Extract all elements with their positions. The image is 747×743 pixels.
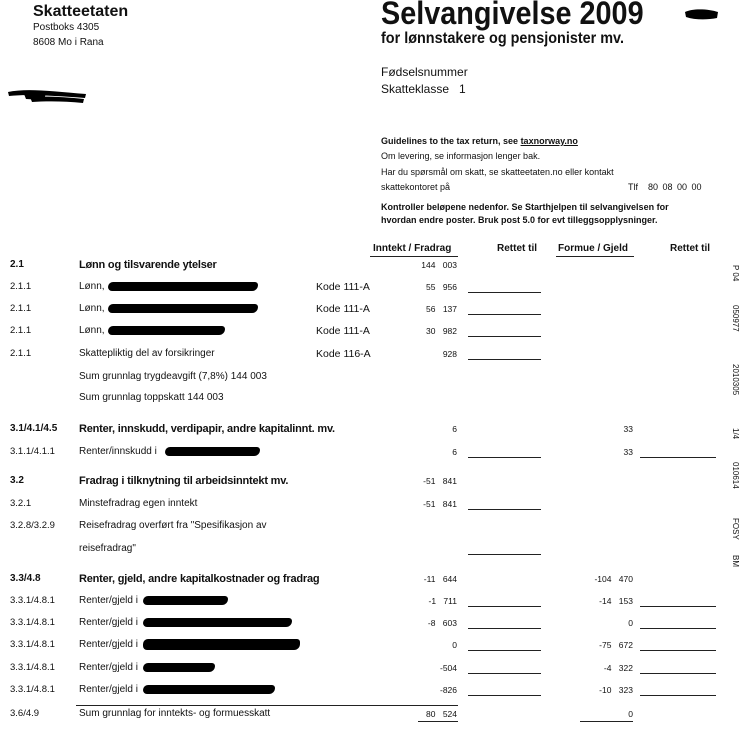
address-line-2: 8608 Mo i Rana bbox=[33, 37, 104, 48]
income-correction-field bbox=[468, 673, 541, 674]
post-number: 2.1.1 bbox=[10, 348, 32, 359]
post-number: 2.1.1 bbox=[10, 325, 32, 336]
post-description: Skattepliktig del av forsikringer bbox=[79, 348, 215, 359]
taxnorway-link: taxnorway.no bbox=[520, 136, 578, 146]
income-amount: -8 603 bbox=[427, 618, 457, 628]
wealth-amount: -14 153 bbox=[599, 596, 633, 606]
form-title: Selvangivelse 2009 bbox=[381, 0, 644, 31]
redaction-mark bbox=[143, 639, 300, 650]
income-correction-field bbox=[468, 695, 541, 696]
section-row bbox=[0, 422, 730, 436]
income-correction-field bbox=[468, 359, 541, 360]
post-number: 3.3.1/4.8.1 bbox=[10, 684, 55, 695]
post-number: 3.1/4.1/4.5 bbox=[10, 423, 58, 434]
post-description: Renter/gjeld i bbox=[79, 662, 138, 673]
table-row bbox=[0, 280, 730, 294]
delivery-note: Om levering, se informasjon lenger bak. bbox=[381, 151, 541, 161]
post-description: Lønn, bbox=[79, 303, 105, 314]
wealth-correction-field bbox=[640, 628, 716, 629]
income-correction-field bbox=[468, 650, 541, 651]
post-number: 3.2 bbox=[10, 475, 24, 486]
income-amount: 55 956 bbox=[426, 282, 457, 292]
wealth-correction-field bbox=[640, 650, 716, 651]
income-correction-field bbox=[468, 336, 541, 337]
table-row bbox=[0, 683, 730, 697]
post-number: 3.3/4.8 bbox=[10, 573, 41, 584]
section-row bbox=[0, 258, 730, 272]
table-row bbox=[0, 594, 730, 608]
margin-code: FOSY bbox=[731, 518, 740, 540]
post-description: Lønn, bbox=[79, 325, 105, 336]
post-description: Minstefradrag egen inntekt bbox=[79, 498, 198, 509]
phone-number: 80 08 00 00 bbox=[648, 182, 702, 192]
post-description: Fradrag i tilknytning til arbeidsinntekt mv. bbox=[79, 475, 289, 487]
control-note-1: Kontroller beløpene nedenfor. Se Starthjelpen til selvangivelsen for bbox=[381, 202, 669, 212]
agency-name: Skatteetaten bbox=[33, 3, 129, 20]
summary-row bbox=[0, 370, 730, 384]
post-description: Lønn og tilsvarende ytelser bbox=[79, 259, 217, 271]
summary-text: Sum grunnlag toppskatt 144 003 bbox=[79, 392, 224, 403]
section-row bbox=[0, 572, 730, 586]
margin-code: 010614 bbox=[731, 462, 740, 489]
birth-number-label: Fødselsnummer bbox=[381, 65, 468, 79]
income-amount: 0 bbox=[452, 640, 457, 650]
post-description: Sum grunnlag for inntekts- og formuesskatt bbox=[79, 708, 271, 719]
questions-note: Har du spørsmål om skatt, se skatteetaten.no eller kontakt bbox=[381, 167, 614, 177]
income-amount: 144 003 bbox=[421, 260, 457, 270]
post-number: 3.3.1/4.8.1 bbox=[10, 662, 55, 673]
post-number: 3.2.1 bbox=[10, 498, 32, 509]
post-description: Renter, innskudd, verdipapir, andre kapitalinnt. mv. bbox=[79, 423, 335, 435]
income-amount: 928 bbox=[442, 349, 457, 359]
post-number: 3.3.1/4.8.1 bbox=[10, 595, 55, 606]
post-description: Reisefradrag overført fra "Spesifikasjon av bbox=[79, 520, 267, 531]
tax-class-label: Skatteklasse bbox=[381, 82, 450, 96]
income-code: Kode 116-A bbox=[316, 348, 371, 360]
redaction-mark bbox=[143, 618, 292, 627]
redaction-mark bbox=[143, 596, 228, 605]
margin-code: 050977 bbox=[731, 305, 740, 332]
summary-text: Sum grunnlag trygdeavgift (7,8%) 144 003 bbox=[79, 371, 267, 382]
post-number: 3.3.1/4.8.1 bbox=[10, 617, 55, 628]
post-number: 2.1 bbox=[10, 259, 24, 270]
income-code: Kode 111-A bbox=[316, 281, 370, 293]
income-amount: -504 bbox=[439, 663, 457, 673]
post-description: Lønn, bbox=[79, 281, 105, 292]
phone-label: Tlf bbox=[628, 182, 638, 192]
income-amount: -11 644 bbox=[423, 574, 457, 584]
post-number: 2.1.1 bbox=[10, 281, 32, 292]
income-amount: -1 711 bbox=[428, 596, 457, 606]
post-number: 2.1.1 bbox=[10, 303, 32, 314]
wealth-correction-field bbox=[640, 606, 716, 607]
address-line-1: Postboks 4305 bbox=[33, 22, 100, 33]
wealth-correction-field bbox=[640, 673, 716, 674]
table-row bbox=[0, 445, 730, 459]
header-underline bbox=[370, 256, 458, 257]
table-row bbox=[0, 638, 730, 652]
office-note: skattekontoret på bbox=[381, 182, 451, 192]
income-amount: 6 bbox=[452, 424, 457, 434]
income-correction-field bbox=[468, 628, 541, 629]
table-row bbox=[0, 542, 730, 556]
income-amount: 30 982 bbox=[426, 326, 457, 336]
income-correction-field bbox=[468, 457, 541, 458]
wealth-amount: -104 470 bbox=[594, 574, 633, 584]
column-wealth-corrected-header: Rettet til bbox=[670, 243, 710, 254]
guidelines-text: Guidelines to the tax return, see bbox=[381, 136, 519, 146]
income-amount: 6 bbox=[452, 447, 457, 457]
section-row bbox=[0, 474, 730, 488]
income-correction-field bbox=[468, 292, 541, 293]
redaction-mark bbox=[143, 663, 215, 672]
income-amount: 80 524 bbox=[426, 709, 457, 719]
income-correction-field bbox=[468, 509, 541, 510]
income-amount: 56 137 bbox=[426, 304, 457, 314]
table-row bbox=[0, 302, 730, 316]
header-underline bbox=[556, 256, 634, 257]
redaction-mark bbox=[6, 85, 90, 107]
table-row bbox=[0, 616, 730, 630]
income-amount: -826 bbox=[439, 685, 457, 695]
table-row bbox=[0, 497, 730, 511]
post-description: Renter/gjeld i bbox=[79, 595, 138, 606]
income-code: Kode 111-A bbox=[316, 303, 370, 315]
tax-class-value: 1 bbox=[459, 82, 466, 96]
income-correction-field bbox=[468, 554, 541, 555]
total-underline bbox=[418, 721, 458, 722]
redaction-mark bbox=[165, 447, 260, 456]
table-row bbox=[0, 661, 730, 675]
wealth-amount: 33 bbox=[623, 424, 633, 434]
total-separator bbox=[76, 705, 458, 706]
income-amount: -51 841 bbox=[423, 499, 457, 509]
margin-code: BM bbox=[731, 555, 740, 567]
wealth-amount: 33 bbox=[623, 447, 633, 457]
post-number: 3.2.8/3.2.9 bbox=[10, 520, 55, 531]
form-subtitle: for lønnstakere og pensjonister mv. bbox=[381, 30, 624, 47]
income-code: Kode 111-A bbox=[316, 325, 370, 337]
redaction-mark bbox=[108, 282, 258, 291]
post-description: Renter/innskudd i bbox=[79, 446, 157, 457]
post-description: Renter/gjeld i bbox=[79, 639, 138, 650]
wealth-amount: 0 bbox=[628, 709, 633, 719]
redaction-mark bbox=[683, 7, 720, 22]
post-description: Renter/gjeld i bbox=[79, 684, 138, 695]
control-note-2: hvordan endre poster. Bruk post 5.0 for evt tilleggsopplysninger. bbox=[381, 215, 658, 225]
wealth-amount: -10 323 bbox=[599, 685, 633, 695]
post-number: 3.1.1/4.1.1 bbox=[10, 446, 55, 457]
post-description: Renter/gjeld i bbox=[79, 617, 138, 628]
total-row bbox=[0, 707, 730, 721]
margin-code: P 04 bbox=[731, 265, 740, 282]
post-number: 3.6/4.9 bbox=[10, 708, 40, 719]
margin-code: 1/4 bbox=[731, 428, 740, 440]
post-number: 3.3.1/4.8.1 bbox=[10, 639, 55, 650]
margin-code: 2010305 bbox=[731, 364, 740, 396]
wealth-amount: -75 672 bbox=[599, 640, 633, 650]
guidelines-note bbox=[381, 137, 578, 146]
table-row bbox=[0, 347, 730, 361]
summary-row bbox=[0, 391, 730, 405]
wealth-amount: 0 bbox=[628, 618, 633, 628]
column-wealth-header: Formue / Gjeld bbox=[558, 243, 629, 254]
post-description: reisefradrag" bbox=[79, 543, 136, 554]
income-correction-field bbox=[468, 606, 541, 607]
redaction-mark bbox=[143, 685, 275, 694]
income-correction-field bbox=[468, 314, 541, 315]
income-amount: -51 841 bbox=[423, 476, 457, 486]
column-income-corrected-header: Rettet til bbox=[497, 243, 537, 254]
table-row bbox=[0, 324, 730, 338]
wealth-correction-field bbox=[640, 457, 716, 458]
post-description: Renter, gjeld, andre kapitalkostnader og fradrag bbox=[79, 573, 320, 585]
wealth-correction-field bbox=[640, 695, 716, 696]
table-row bbox=[0, 519, 730, 533]
redaction-mark bbox=[108, 304, 258, 313]
wealth-amount: -4 322 bbox=[603, 663, 633, 673]
redaction-mark bbox=[108, 326, 225, 335]
column-income-header: Inntekt / Fradrag bbox=[373, 243, 452, 254]
total-underline bbox=[580, 721, 633, 722]
